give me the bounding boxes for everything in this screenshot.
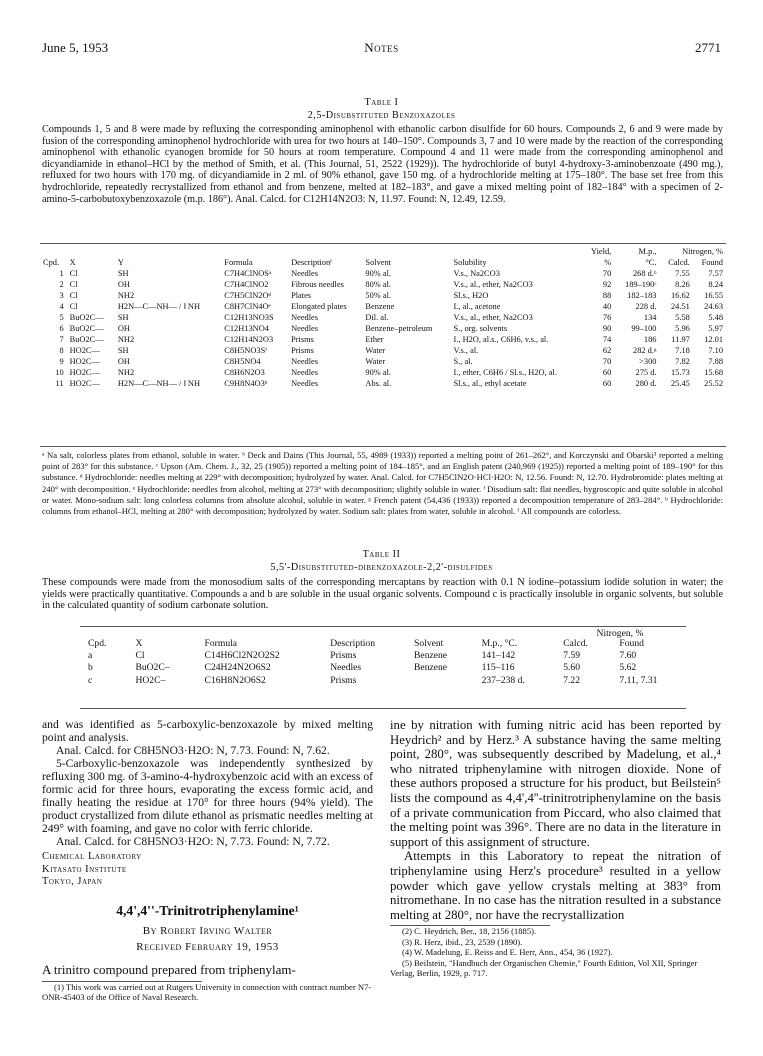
table-cell: Needles [291, 269, 319, 278]
article-received: Received February 19, 1953 [136, 940, 279, 953]
table-cell: Needles [291, 368, 319, 377]
table-cell: 15.73 [670, 368, 690, 377]
table-row [40, 290, 726, 301]
table-cell: Sl.s., al., ethyl acetate [453, 379, 527, 388]
table-cell [406, 675, 474, 687]
table-row [40, 356, 726, 367]
table1 [40, 246, 726, 389]
table-cell: 25.52 [704, 379, 723, 388]
table1-header-cell: Y [117, 258, 124, 267]
table-cell: 7.88 [708, 357, 723, 366]
table-cell: V.s., al. [453, 346, 479, 355]
table-cell: 11.97 [671, 335, 690, 344]
affiliation-lab: Chemical Laboratory [42, 851, 142, 862]
table1-header-cell: Yield, [591, 247, 612, 256]
table-cell: 275 d. [635, 368, 657, 377]
table2-header-cell: M.p., °C. [481, 638, 518, 649]
table2-header-cell: Calcd. [563, 638, 588, 649]
table-cell: 40 [602, 302, 612, 311]
table-row [80, 675, 686, 687]
table-cell: c [88, 674, 93, 686]
table-cell: Fibrous needles [291, 280, 344, 289]
table-row [40, 312, 726, 323]
table1-header-cell [451, 246, 583, 257]
table-cell: V.s., al., ether, Na2CO3 [453, 313, 533, 322]
table-cell: H2N—C—NH— / ‖ NH [117, 302, 201, 311]
table-cell: Prisms [330, 674, 357, 686]
table2-header-cell: Description [330, 638, 376, 649]
table-cell: Cl [69, 291, 78, 300]
table-cell: 88 [602, 291, 612, 300]
section-title: Notes [364, 40, 399, 55]
table-cell: Benzene [414, 650, 448, 662]
table2-header-cell: Formula [204, 638, 238, 649]
table-cell: 90% al. [365, 368, 391, 377]
table1-header-cell [115, 246, 221, 257]
right-column [390, 718, 721, 979]
table-cell: C12H13NO3S [224, 313, 274, 322]
table-cell: NH2 [117, 335, 135, 344]
footnote-2: (2) C. Heydrich, Ber., 18, 2156 (1885). [402, 926, 537, 937]
table-row [40, 345, 726, 356]
table-cell: 90 [602, 324, 612, 333]
table-cell: 7.18 [675, 346, 690, 355]
table-cell: C24H24N2O6S2 [204, 662, 271, 674]
table-cell: 5.48 [708, 313, 723, 322]
table-cell: 280 d. [635, 379, 657, 388]
table2-rule-bottom [80, 708, 686, 709]
table-cell: 10 [55, 368, 64, 377]
table-cell: 7.22 [563, 674, 580, 686]
table-cell: C14H6Cl2N2O2S2 [204, 650, 280, 662]
table2-rule-top [80, 626, 686, 627]
table-cell: 141–142 [481, 650, 516, 662]
table-cell: C16H8N2O6S2 [204, 674, 266, 686]
table-cell: 60 [602, 379, 612, 388]
table-cell: 12.01 [704, 335, 723, 344]
table-cell: Abs. al. [365, 379, 392, 388]
footnote-3: (3) R. Herz, ibid., 23, 2539 (1890). [402, 936, 523, 947]
table-cell: Needles [291, 324, 319, 333]
left-anal-1: Anal. Calcd. for C8H5NO3·H2O: N, 7.73. Found: N, 7.62. [56, 744, 330, 757]
table-cell: V.s., al., ether, Na2CO3 [453, 280, 533, 289]
table-cell: 5.60 [563, 662, 580, 674]
table1-header-cell: Nitrogen, % [682, 247, 723, 256]
table-cell: Benzene [414, 662, 448, 674]
table-cell: 6 [59, 324, 64, 333]
table-cell: 186 [643, 335, 657, 344]
table1-intro: Compounds 1, 5 and 8 were made by refluxing the corresponding aminophenol with ethanolic carbon disulfide for 60 hours. Compounds 2, 6 and 9 were made by fusion of the corresponding aminophenol hydrochloride with urea for two hours at 140–150°. Compounds 3, 7 and 10 were made by the reaction of the corresponding aminophenol with ethanolic cyanogen bromide for 50 hours at room temperature. Compound 4 and 11 were made from the corresponding aminophenol and dicyandiamide in ethanol–HCl by the method of Smith, et al. (This Journal, 51, 2522 (1929)). The hydrochloride of butyl 4-hydroxy-3-aminobenzoate (490 mg.), refluxed for two hours with 170 mg. of dicyandiamide in 2 ml. of 90% ethanol, gave 150 mg. of a hydrochloride melting at 175–180°. The base set free from this hydrochloride, repeatedly recrystallized from ethanol and from benzene, melted at 182–183°, and gave a mixed melting point of 182–184° with a specimen of 2-amino-5-carbobutoxybenzoxazole (m.p. 186°). Anal. Calcd. for C12H14N2O3: N, 11.97. Found: N, 12.49, 12.59. [42, 124, 723, 205]
table-cell: Benzene–petroleum [365, 324, 433, 333]
table-cell: 282 d.ᵍ [633, 346, 657, 355]
table-cell: Benzene [365, 302, 395, 311]
table-cell: C8H6N2O3 [224, 368, 265, 377]
table-cell: I., ether, C6H6 / Sl.s., H2O, al. [453, 368, 557, 377]
table-cell: 237–238 d. [481, 674, 525, 686]
table-cell: 182–183 [627, 291, 657, 300]
table1-header-cell: Calcd. [668, 258, 690, 267]
table-cell: 90% al. [365, 269, 391, 278]
table-cell: 15.68 [704, 368, 723, 377]
table2-title: 5,5'-Disubstituted-dibenzoxazole-2,2'-disulfides [270, 562, 493, 573]
table-cell: Prisms [291, 335, 314, 344]
left-para-1: and was identified as 5-carboxylic-benzoxazole by mixed melting point and analysis. [42, 718, 373, 744]
table1-label: Table I [364, 97, 399, 108]
table-cell: 7.55 [675, 269, 690, 278]
article-lead: A trinitro compound prepared from triphenylam- [42, 961, 296, 977]
left-column [42, 718, 373, 1003]
table-cell: HO2C— [69, 368, 100, 377]
table1-header-cell: Solvent [365, 258, 391, 267]
table-cell: Sl.s., H2O [453, 291, 489, 300]
table-cell: 5 [59, 313, 64, 322]
footnote-5: (5) Beilstein, "Handbuch der Organischen Chemie," Fourth Edition, Vol XII, Springer Verlag, Berlin, 1929, p. 717. [390, 957, 698, 979]
affiliation-institute: Kitasato Institute [42, 863, 127, 875]
table-cell: V.s., Na2CO3 [453, 269, 500, 278]
table1-header-cell: Descriptionᶠ [291, 258, 332, 267]
table-cell: a [88, 650, 93, 662]
table-cell: HO2C— [69, 379, 100, 388]
table-cell: 74 [602, 335, 612, 344]
table1-header-cell: X [69, 258, 76, 267]
table-cell: SH [117, 346, 129, 355]
table-row [80, 662, 686, 674]
table-cell: 7 [59, 335, 64, 344]
table-row [40, 378, 726, 389]
table-cell: 7.10 [708, 346, 723, 355]
table2-label: Table II [362, 549, 401, 560]
table-cell: 8 [59, 346, 64, 355]
table2-intro: These compounds were made from the monosodium salts of the corresponding mercaptans by reaction with 0.1 N iodine–potassium iodide solution in water; the yields were practically quantitative. Compounds a and b are soluble in the usual organic solvents. Compound c is practically insoluble in organic solvents, but soluble in the calculated quantity of sodium carbonate solution. [42, 577, 723, 612]
table-cell: C7H5ClN2Oᵈ [224, 291, 272, 300]
table-cell: Water [365, 357, 386, 366]
table1-header-cell: Found [701, 258, 723, 267]
table-cell: 80% al. [365, 280, 391, 289]
table-cell: 268 d.ᵇ [632, 269, 657, 278]
table1-title: 2,5-Disubstituted Benzoxazoles [307, 110, 456, 121]
table-cell: Plates [291, 291, 312, 300]
table-cell: C7H4ClNOSᵃ [224, 269, 272, 278]
table-cell: 62 [602, 346, 612, 355]
table-cell: OH [117, 357, 130, 366]
table-cell: I., al., acetone [453, 302, 501, 311]
table-cell: 60 [602, 368, 612, 377]
table-cell: 50% al. [365, 291, 391, 300]
table2-header-cell: X [135, 638, 143, 649]
table1-header-cell: Solubility [453, 258, 487, 267]
table-cell: Cl [69, 302, 78, 311]
table-cell: Needles [291, 357, 319, 366]
table-cell: HO2C– [135, 674, 166, 686]
table-cell: NH2 [117, 291, 135, 300]
table-cell: 5.58 [675, 313, 690, 322]
table1-header-cell: Cpd. [43, 258, 60, 267]
table1-footnotes: ᵃ Na salt, colorless plates from ethanol, soluble in water. ᵇ Deck and Dains (This Journal, 55, 4989 (1933)) reported a melting point of 261–262°, and Korczynski and Obarski³ reported a melting point of 283° for this substance. ᶜ Upson (Am. Chem. J., 32, 25 (1905)) reported a melting point of 184–185°, and an English patent (240,969 (1925)) reported a melting point of 189–190° for this substance. ᵈ Hydrochloride: needles melting at 229° with decomposition; hydrolyzed by water. Anal. Calcd. for C7H5ClN2O·HCl·H2O: N, 12.56. Found: N, 12.70. Hydrobromide: plates melting at 240° with decomposition. ᵉ Hydrochloride: needles from alcohol, melting at 273° with decomposition; slightly soluble in water. ᶠ Disodium salt: flat needles, hygroscopic and quite soluble in alcohol or water. Mono-sodium salt: long colorless columns from absolute alcohol, soluble in water. ᵍ French patent (54,436 (1933)) reported a decomposition temperature of 283–284°. ʰ Hydrochloride: columns from ethanol–HCl, melting at 280° with decomposition; hydrolyzed by water. Sodium salt: plates from water, soluble in alcohol. ᶠ All compounds are colorless. [42, 450, 723, 517]
table-cell: 115–116 [481, 662, 515, 674]
table-cell: Cl [69, 269, 78, 278]
table-cell: Cl [135, 650, 145, 662]
table1-rule-top [40, 243, 726, 244]
table-cell: 7.82 [675, 357, 690, 366]
table-row [40, 323, 726, 334]
table1-header-cell [40, 246, 67, 257]
table-row [40, 268, 726, 279]
table-cell: BuO2C– [135, 662, 170, 674]
page-date: June 5, 1953 [42, 40, 109, 55]
table2-nitrogen-head: Nitrogen, % [596, 628, 644, 639]
left-para-2: 5-Carboxylic-benzoxazole was independently synthesized by refluxing 300 mg. of 3-amino-4-hydroxybenzoic acid with an excess of formic acid for three hours, evaporating the excess formic acid, and finally heating the residue at 170° for three hours (94% yield). The product crystallized from dilute ethanol as prismatic needles melting at 249° with foaming, and gave no color with ferric chloride. [42, 757, 373, 835]
table-cell: OH [117, 324, 130, 333]
table-cell: 7.11, 7.31 [619, 674, 658, 686]
table1-header-row-2 [40, 257, 726, 268]
table-cell: C8H7ClN4Oᵉ [224, 302, 271, 311]
table-cell: 7.60 [619, 650, 637, 662]
table1-header-cell [288, 246, 362, 257]
table-cell: 5.97 [708, 324, 723, 333]
table-cell: 4 [59, 302, 64, 311]
table-cell: 189–190ᶜ [625, 280, 657, 289]
table-cell: 70 [602, 357, 612, 366]
table-cell: 134 [643, 313, 657, 322]
table-cell: C12H14N2O3 [224, 335, 274, 344]
table-cell: 16.55 [704, 291, 723, 300]
table-cell: 5.96 [675, 324, 690, 333]
article-byline: By Robert Irving Walter [142, 924, 273, 937]
table-cell: 11 [55, 379, 64, 388]
table-cell: BuO2C— [69, 335, 104, 344]
table1-header-cell [221, 246, 288, 257]
table-cell: 25.45 [670, 379, 690, 388]
table-cell: Cl [69, 280, 78, 289]
table-row [40, 367, 726, 378]
table2-header-row [80, 638, 686, 650]
table-cell: H2N—C—NH— / ‖ NH [117, 379, 201, 388]
table-cell: HO2C— [69, 346, 100, 355]
table-cell: 8.24 [708, 280, 723, 289]
table-cell: 16.62 [670, 291, 690, 300]
table-cell: 5.62 [619, 662, 637, 674]
table-cell: I., H2O, al.s., C6H6, v.s., al. [453, 335, 549, 344]
table-cell: >300 [639, 357, 657, 366]
table2-header-cell: Cpd. [88, 638, 107, 649]
table-cell: Dil. al. [365, 313, 389, 322]
table-cell: HO2C— [69, 357, 100, 366]
table-cell: SH [117, 269, 129, 278]
table-cell: BuO2C— [69, 324, 104, 333]
table-cell: 7.59 [563, 650, 580, 662]
table1-header-cell: M.p., [638, 247, 657, 256]
right-para-2: Attempts in this Laboratory to repeat the nitration of triphenylamine using Herz's procedure³ resulted in a yellow powder which gave yellow crystals melting at 383° from nitromethane. In no case has the nitration resulted in a substance melting at 280°, nor have the recrystallization [390, 849, 721, 922]
right-para-1: ine by nitration with fuming nitric acid has been reported by Heydrich² and by Herz.³ A substance having the same melting point, 280°, was subsequently described by Madelung, et al.,⁴ who nitrated triphenylamine with nitrogen dioxide. None of these authors proposed a structure for his product, but Beilstein⁵ lists the compound as 4,4',4''-trinitrotriphenylamine on the basis of a private communication from Piccard, who also claimed that the melting point was 396°. There are no data in the literature in support of this assignment of structure. [390, 718, 721, 849]
table1-header-cell [67, 246, 115, 257]
table-row [40, 334, 726, 345]
table-cell: C12H13NO4 [224, 324, 269, 333]
table-cell: Ether [365, 335, 384, 344]
table-cell: 7.57 [708, 269, 723, 278]
table-cell: 70 [602, 269, 612, 278]
table-row [40, 279, 726, 290]
table-cell: BuO2C— [69, 313, 104, 322]
table-cell: 9 [59, 357, 64, 366]
table-row [40, 301, 726, 312]
table-cell: Needles [330, 662, 362, 674]
page-number: 2771 [695, 40, 721, 55]
table2-header-cell: Solvent [414, 638, 444, 649]
table1-header-cell: % [604, 258, 612, 267]
table-cell: C9H8N4O3ʰ [224, 379, 268, 388]
table-cell: C7H4ClNO2 [224, 280, 269, 289]
table-row [80, 650, 686, 662]
footnote-1: (1) This work was carried out at Rutgers University in connection with contract number N7-ONR-45403 of the Office of Naval Research. [42, 981, 372, 1002]
table-cell: NH2 [117, 368, 135, 377]
table-cell: Elongated plates [291, 302, 347, 311]
table-cell: 24.51 [670, 302, 690, 311]
table-cell: 92 [602, 280, 612, 289]
affiliation-city: Tokyo, Japan [42, 876, 103, 887]
table-cell: 24.63 [704, 302, 723, 311]
table1-header-cell [362, 246, 450, 257]
table-cell: 1 [59, 269, 64, 278]
table-cell: Prisms [330, 650, 357, 662]
table1-header-row-1 [40, 246, 726, 257]
table1-rule-bottom [40, 446, 726, 447]
table-cell: S., org. solvents [453, 324, 508, 333]
table-cell: 8.26 [675, 280, 690, 289]
table-cell: C8H5NO3Sᶠ [224, 346, 267, 355]
table-cell: OH [117, 280, 130, 289]
table2-header-cell: Found [619, 638, 644, 649]
table-cell: 99–100 [631, 324, 657, 333]
table-cell: Needles [291, 379, 319, 388]
footnote-4: (4) W. Madelung, E. Reiss and E. Herr, Ann., 454, 36 (1927). [402, 947, 613, 958]
table-cell: C8H5NO4 [224, 357, 261, 366]
table-cell: S., al. [453, 357, 473, 366]
table1-header-cell: Formula [224, 258, 253, 267]
table-cell: b [88, 662, 93, 674]
article-title: 4,4',4''-Trinitrotriphenylamine¹ [116, 902, 299, 918]
table-cell: Water [365, 346, 386, 355]
table-cell: Needles [291, 313, 319, 322]
table-cell: 3 [59, 291, 64, 300]
table2 [80, 638, 686, 687]
table-cell: 76 [602, 313, 612, 322]
table1-header-cell: °C. [645, 258, 657, 267]
table-cell: SH [117, 313, 129, 322]
left-anal-2: Anal. Calcd. for C8H5NO3·H2O: N, 7.73. Found: N, 7.72. [56, 835, 330, 848]
table-cell: Prisms [291, 346, 314, 355]
table-cell: 228 d. [635, 302, 657, 311]
table-cell: 2 [59, 280, 64, 289]
